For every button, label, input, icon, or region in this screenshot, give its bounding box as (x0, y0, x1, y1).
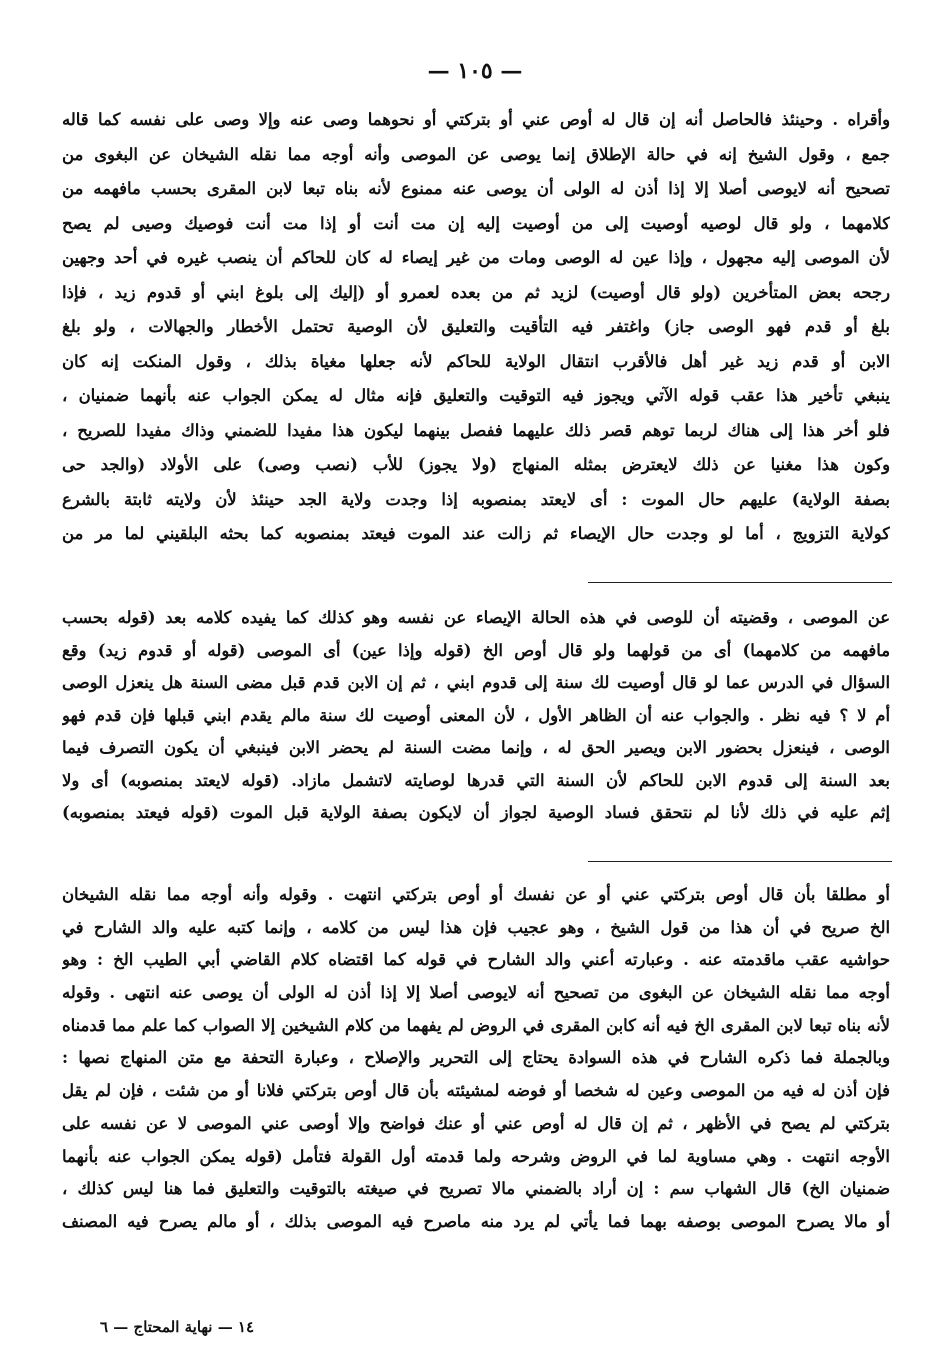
commentary-line: مافهمه من كلامهما) أى من قولهما ولو قال أوص الخ (قوله وإذا عين) أى الموصى (قوله أو قدوم زيد) وقع (62, 640, 890, 660)
commentary-line: الخ صريح في أن هذا من قول الشيخ ، وهو عجيب فإن هذا ليس من كلامه ، وإنما كتبه عليه والد الشارح في (62, 917, 890, 937)
commentary-line: السؤال في الدرس عما لو قال أوصيت لك سنة إلى قدوم ابني ، ثم إن الابن قدم قبل مضى السنة هل ينعزل الوصى (62, 673, 890, 692)
text-line: جمع ، وقول الشيخ إنه في حالة الإطلاق إنما يوصى عن الموصى وأنه أوجه مما نقله الشيخان عن البغوى من (62, 144, 890, 164)
commentary-line: لأنه بناه تبعا لابن المقرى الخ فيه أنه كابن المقرى في الروض لم يفهما من كلام الشيخين إلا الصواب كما علم مما قدمناه (62, 1015, 890, 1035)
text-line: فلو أخر هذا إلى هناك لربما توهم قصر ذلك عليهما ففصل بينهما ليكون هذا مفيدا للضمني وذاك مفيدا للصريح ، (62, 420, 890, 440)
text-line: كلامهما ، ولو قال لوصيه أوصيت إلى من أوصيت إليه إن مت أنت أو إذا مت أنت فوصيك وصيى لم يصح (62, 213, 890, 233)
printer-signature: ١٤ — نهاية المحتاج — ٦ (100, 1318, 255, 1336)
text-line: رجحه بعض المتأخرين (ولو قال أوصيت) لزيد ثم من بعده لعمرو أو (إليك إلى بلوغ ابني أو قدوم زيد ، فإذا (62, 282, 890, 302)
text-line: ينبغي تأخير هذا عقب قوله الآتي ويجوز فيه التوقيت والتعليق فإنه مثال له يمكن الجواب عنه بأنهما ضمنيان ، (62, 386, 890, 405)
main-text (62, 104, 890, 553)
text-line: كولاية التزويج ، أما لو وجدت حال الإيصاء ثم زالت عند الموت فيعتد بمنصوبه كما بحثه البلقيني لما مر من (62, 524, 890, 543)
commentary-line: أو مطلقا بأن قال أوص بتركتي عني أو عن نفسك أو أوص بتركتي انتهت . وقوله وأنه أوجه مما نقله الشيخان (62, 885, 890, 904)
section-divider (588, 582, 892, 583)
commentary-line: الوصى ، فينعزل بحضور الابن ويصير الحق له ، وإنما مضت السنة لم يحضر الابن فينبغي أن يكون التصرف فيما (62, 738, 890, 757)
commentary-line: أوجه مما نقله الشيخان عن البغوى من تصحيح أنه لايوصى أصلا إلا إذا أذن له الولى أن يوصى عنه انتهى . وقوله (62, 983, 890, 1003)
section-divider (588, 861, 892, 862)
page-number: — ١٠٥ — (427, 58, 523, 84)
commentary-line: حواشيه عقب ماقدمته عنه . وعبارته أعني والد الشارح في قوله كما اقتضاه كلام القاضي أبي الطيب الخ : وهو (62, 950, 890, 970)
commentary-line: عن الموصى ، وقضيته أن للوصى في هذه الحالة الإيصاء عن نفسه وهو كذلك كما يفيده كلامه بعد (قوله بحسب (62, 608, 890, 627)
commentary-block-1 (62, 603, 890, 831)
commentary-line: وبالجملة فما ذكره الشارح في هذه السوادة يحتاج إلى التحرير والإصلاح ، وعبارة التحفة مع متن المنهاج نصها : (62, 1048, 890, 1068)
text-line: وأقراه . وحينئذ فالحاصل أنه إن قال له أوص عني أو بتركتي أو نحوهما وصى عنه وإلا وصى على نفسه كما قاله (62, 110, 890, 129)
text-line: بلغ أو قدم فهو الوصى جاز) واغتفر فيه التأقيت والتعليق لأن الوصية تحتمل الأخطار والجهالات ، ولو بلغ (62, 317, 890, 336)
commentary-line: إثم عليه في ذلك لأنا لم نتحقق فساد الوصية لجواز أن لايكون بصفة الولاية قبل الموت (قوله فيعتد بمنصوبه) (62, 803, 890, 822)
commentary-line: أو مالا يصرح الموصى بوصفه بهما فما يأتي لم يرد منه ماصرح فيه الموصى بذلك ، أو مالم يصرح فيه المصنف (62, 1211, 890, 1231)
text-line: تصحيح أنه لايوصى أصلا إلا إذا أذن له الولى أن يوصى عنه ممنوع لأنه بناه تبعا لابن المقرى بحسب مافهمه من (62, 179, 890, 198)
commentary-line: بتركتي لم يصح في الأظهر ، ثم إن قال له أوص عني أو عنك فواضح وإلا أوصى عني الموصى لا عن نفسه على (62, 1113, 890, 1133)
commentary-line: فإن أذن له فيه من الموصى وعين له شخصا أو فوضه لمشيئته بأن قال أوص بتركتي فلانا أو من شئت ، فإن لم يقل (62, 1081, 890, 1101)
commentary-block-2 (62, 880, 890, 1240)
text-line: بصفة الولاية) عليهم حال الموت : أى لايعتد بمنصوبه إذا وجدت ولاية الجد حينئذ لأن ولايته ثابتة بالشرع (62, 489, 890, 509)
commentary-line: الأوجه انتهت . وهي مساوية لما في الروض وشرحه ولما قدمته أول القولة فتأمل (قوله يمكن الجواب عنه بأنهما (62, 1146, 890, 1166)
text-line: وكون هذا مغنيا عن ذلك لايعترض بمثله المنهاج (ولا يجوز) للأب (نصب وصى) على الأولاد (والجد حى (62, 455, 890, 474)
commentary-line: ضمنيان الخ) قال الشهاب سم : إن أراد بالضمني مالا تصريح في صيغته بالتوقيت والتعليق فما هنا ليس كذلك ، (62, 1179, 890, 1199)
commentary-line: أم لا ؟ فيه نظر . والجواب عنه أن الظاهر الأول ، لأن المعنى أوصيت لك سنة مالم يقدم ابني قبلها فإن قدم فهو (62, 705, 890, 725)
commentary-line: بعد السنة إلى قدوم الابن للحاكم لأن السنة التي قدرها لوصايته لاتشمل مازاد. (قوله لايعتد بمنصوبه) أى ولا (62, 770, 890, 790)
text-line: لأن الموصى إليه مجهول ، وإذا عين له الوصى ومات من غير إيصاء له كان للحاكم أن ينصب غيره في أحد وجهين (62, 248, 890, 267)
text-line: الابن أو قدم زيد غير أهل فالأقرب انتقال الولاية للحاكم لأنه جعلها مغياة بذلك ، وقول المنكت إنه كان (62, 351, 890, 371)
